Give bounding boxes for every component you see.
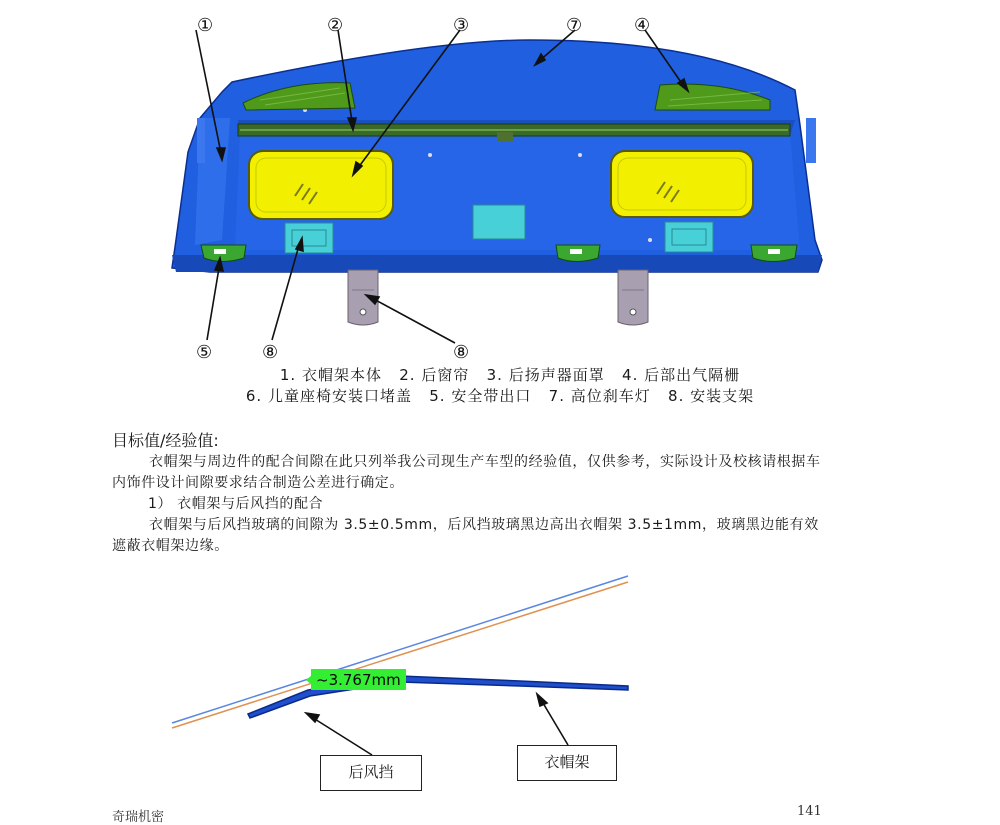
windshield-section-figure	[172, 576, 628, 755]
measure-label: ~3.767mm	[316, 671, 401, 689]
callout-4: ④	[634, 15, 651, 36]
callout-2: ②	[327, 15, 344, 36]
windshield-black-edge-line	[172, 582, 628, 728]
paragraph-intro: 衣帽架与周边件的配合间隙在此只列举我公司现生产车型的经验值，仅供参考，实际设计及校核请根据车内饰件设计间隙要求结合制造公差进行确定。	[112, 454, 821, 491]
subheading-windshield-fit: 1） 衣帽架与后风挡的配合	[148, 496, 324, 512]
figure-caption-line1: 1. 衣帽架本体 2. 后窗帘 3. 后扬声器面罩 4. 后部出气隔栅	[279, 366, 741, 384]
callout-3: ③	[453, 15, 470, 36]
callout-5: ⑤	[196, 342, 213, 363]
paragraph-gap-spec: 衣帽架与后风挡玻璃的间隙为 3.5±0.5mm，后风挡玻璃黑边高出衣帽架 3.5±1mm，玻璃黑边能有效遮蔽衣帽架边缘。	[112, 517, 819, 554]
windshield-glass-line	[172, 576, 628, 723]
parcel-shelf-section	[248, 676, 628, 718]
page-number: 141	[797, 804, 822, 819]
callout-parcel-shelf: 衣帽架	[517, 745, 617, 781]
mounting-bracket-right	[618, 270, 648, 325]
callout-rear-windshield: 后风挡	[320, 755, 422, 791]
speaker-cover-left	[249, 151, 393, 219]
speaker-cover-right	[611, 151, 753, 217]
callout-1: ①	[197, 15, 214, 36]
footer-confidential: 奇瑞机密	[112, 810, 165, 825]
callout-8b: ⑧	[453, 342, 470, 363]
section-heading: 目标值/经验值:	[112, 431, 219, 450]
callout-7: ⑦	[566, 15, 583, 36]
figure-caption-line2: 6. 儿童座椅安装口堵盖 5. 安全带出口 7. 高位刹车灯 8. 安装支架	[245, 387, 755, 405]
callout-8a: ⑧	[262, 342, 279, 363]
